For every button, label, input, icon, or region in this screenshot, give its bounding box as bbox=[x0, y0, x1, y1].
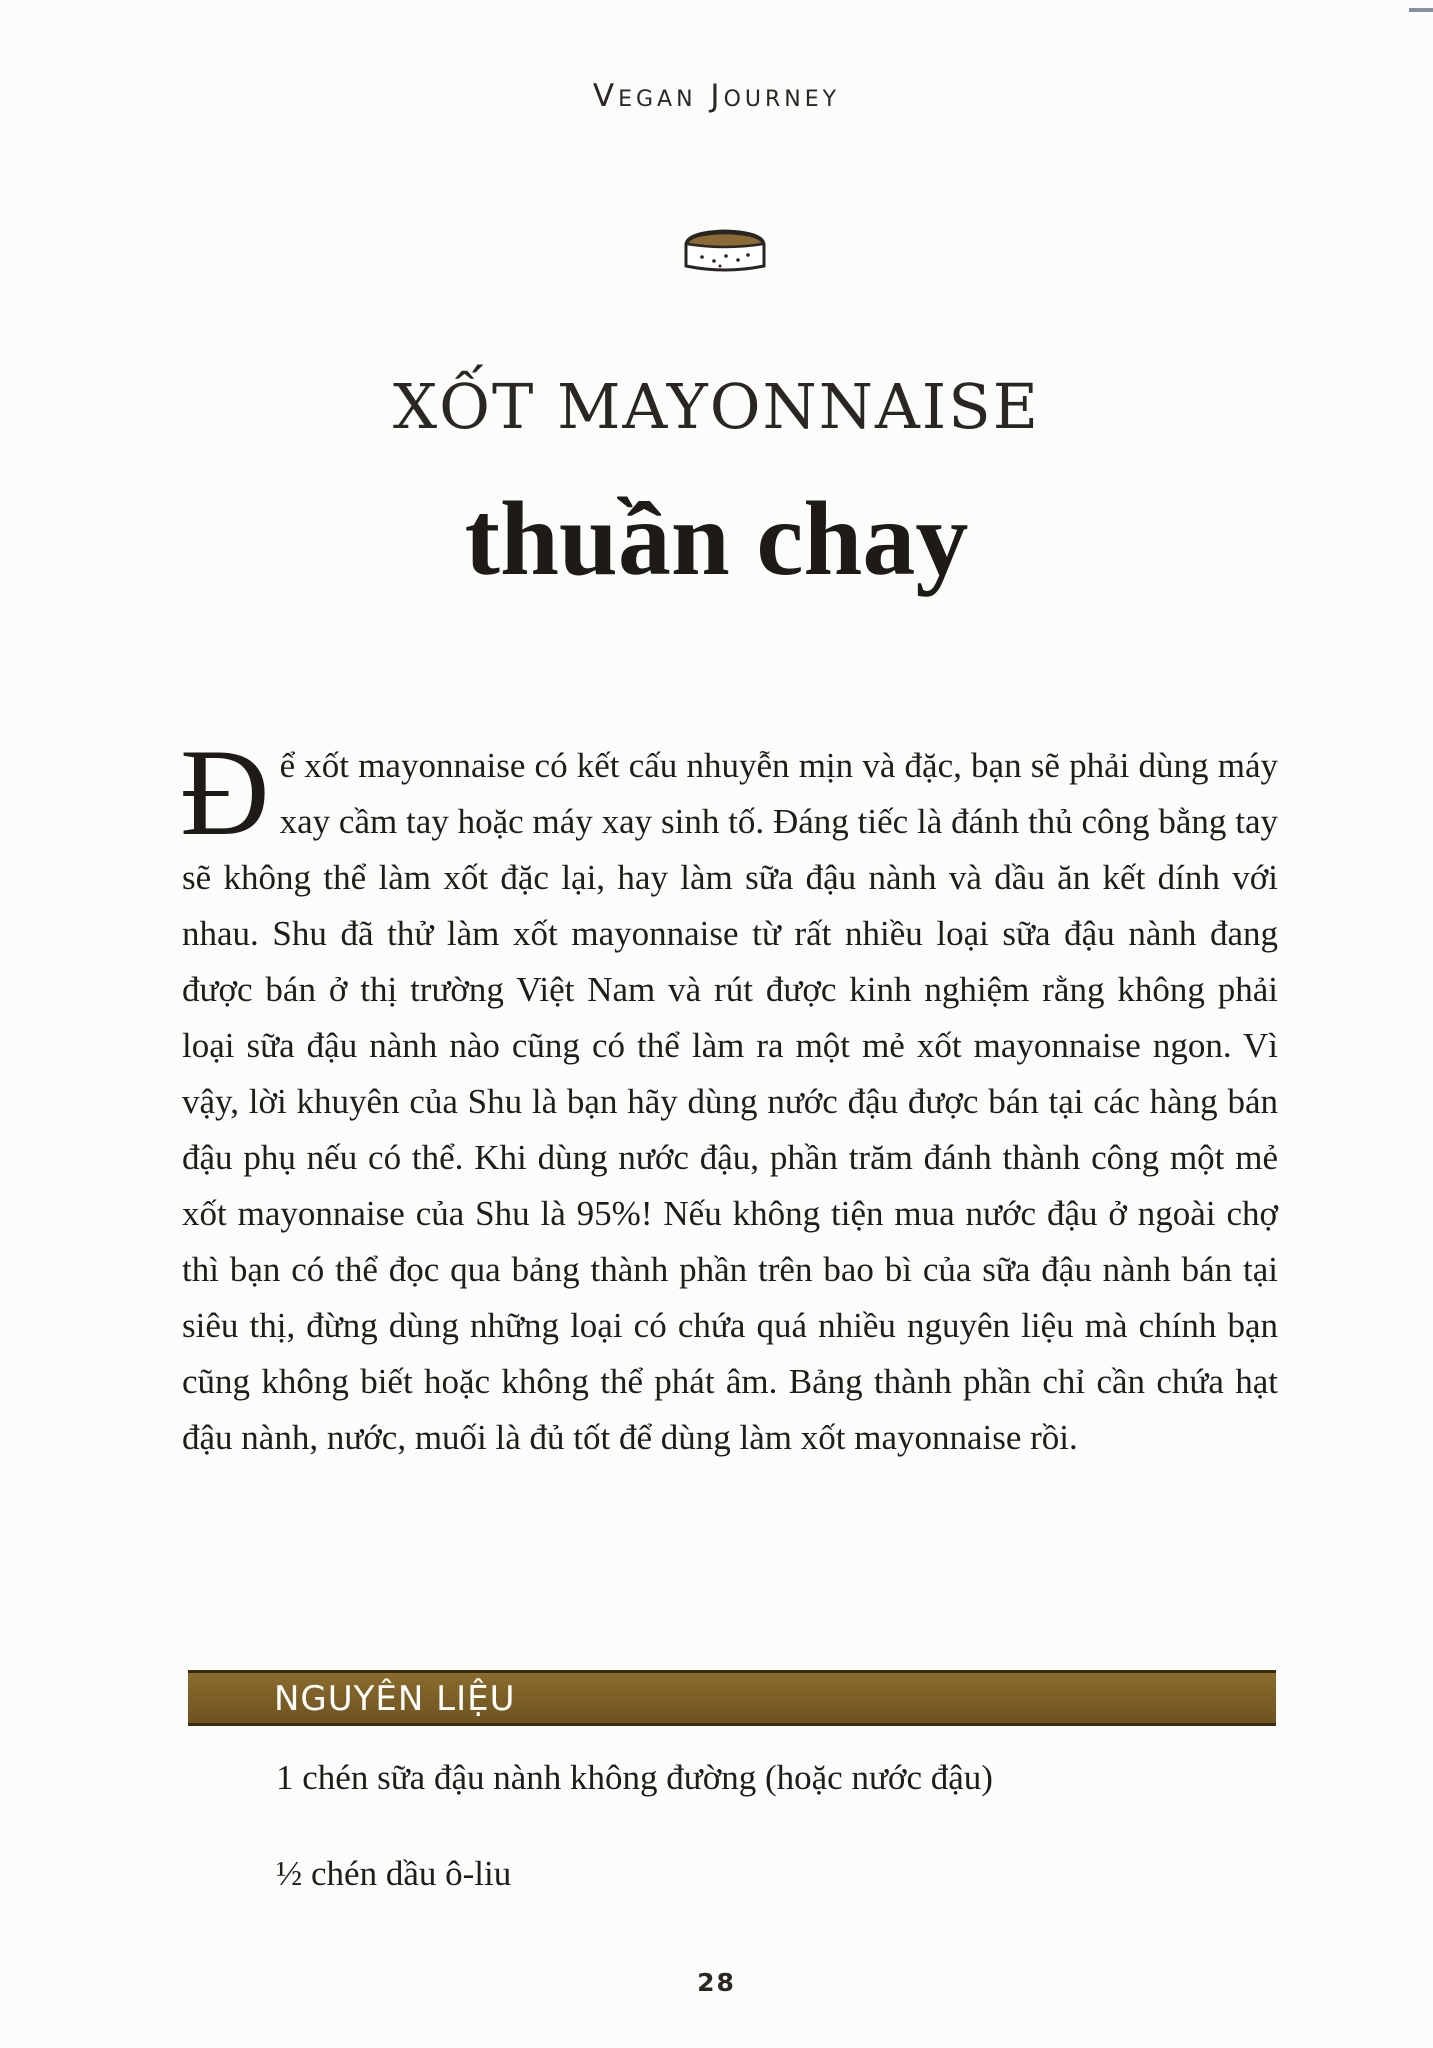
tofu-icon bbox=[680, 226, 770, 278]
scan-corner-mark bbox=[1409, 8, 1433, 12]
intro-paragraph bbox=[180, 724, 1278, 1466]
ingredients-title: NGUYÊN LIỆU bbox=[274, 1679, 516, 1719]
ingredients-header-bar bbox=[188, 1670, 1276, 1726]
running-header: Vegan Journey bbox=[592, 78, 841, 114]
intro-text: ể xốt mayonnaise có kết cấu nhuyễn mịn và đặc, bạn sẽ phải dùng máy xay cầm tay hoặc máy xay sinh tố. Đáng tiếc là đánh thủ công bằng tay sẽ không thể làm xốt đặc lại, hay làm sữa đậu nành và dầu ăn kết dính với nhau. Shu đã thử làm xốt mayonnaise từ rất nhiều loại sữa đậu nành đang được bán ở thị trường Việt Nam và rút được kinh nghiệm rằng không phải loại sữa đậu nành nào cũng có thể làm ra một mẻ xốt mayonnaise ngon. Vì vậy, lời khuyên của Shu là bạn hãy dùng nước đậu được bán tại các hàng bán đậu phụ nếu có thể. Khi dùng nước đậu, phần trăm đánh thành công một mẻ xốt mayonnaise của Shu là 95%! Nếu không tiện mua nước đậu ở ngoài chợ thì bạn có thể đọc qua bảng thành phần trên bao bì của sữa đậu nành bán tại siêu thị, đừng dùng những loại có chứa quá nhiều nguyên liệu mà chính bạn cũng không biết hoặc không thể phát âm. Bảng thành phần chỉ cần chứa hạt đậu nành, nước, muối là đủ tốt để dùng làm xốt mayonnaise rồi. bbox=[182, 746, 1278, 1457]
recipe-title-line2: thuần chay bbox=[464, 480, 969, 597]
ingredient-item: 1 chén sữa đậu nành không đường (hoặc nước đậu) bbox=[276, 1758, 993, 1797]
drop-cap: Đ bbox=[180, 724, 270, 861]
recipe-title-line1: XỐT MAYONNAISE bbox=[392, 370, 1041, 443]
ingredient-item: ½ chén dầu ô-liu bbox=[276, 1854, 512, 1893]
ingredient-list bbox=[276, 1758, 1276, 1950]
page-number: 28 bbox=[697, 1968, 736, 1997]
